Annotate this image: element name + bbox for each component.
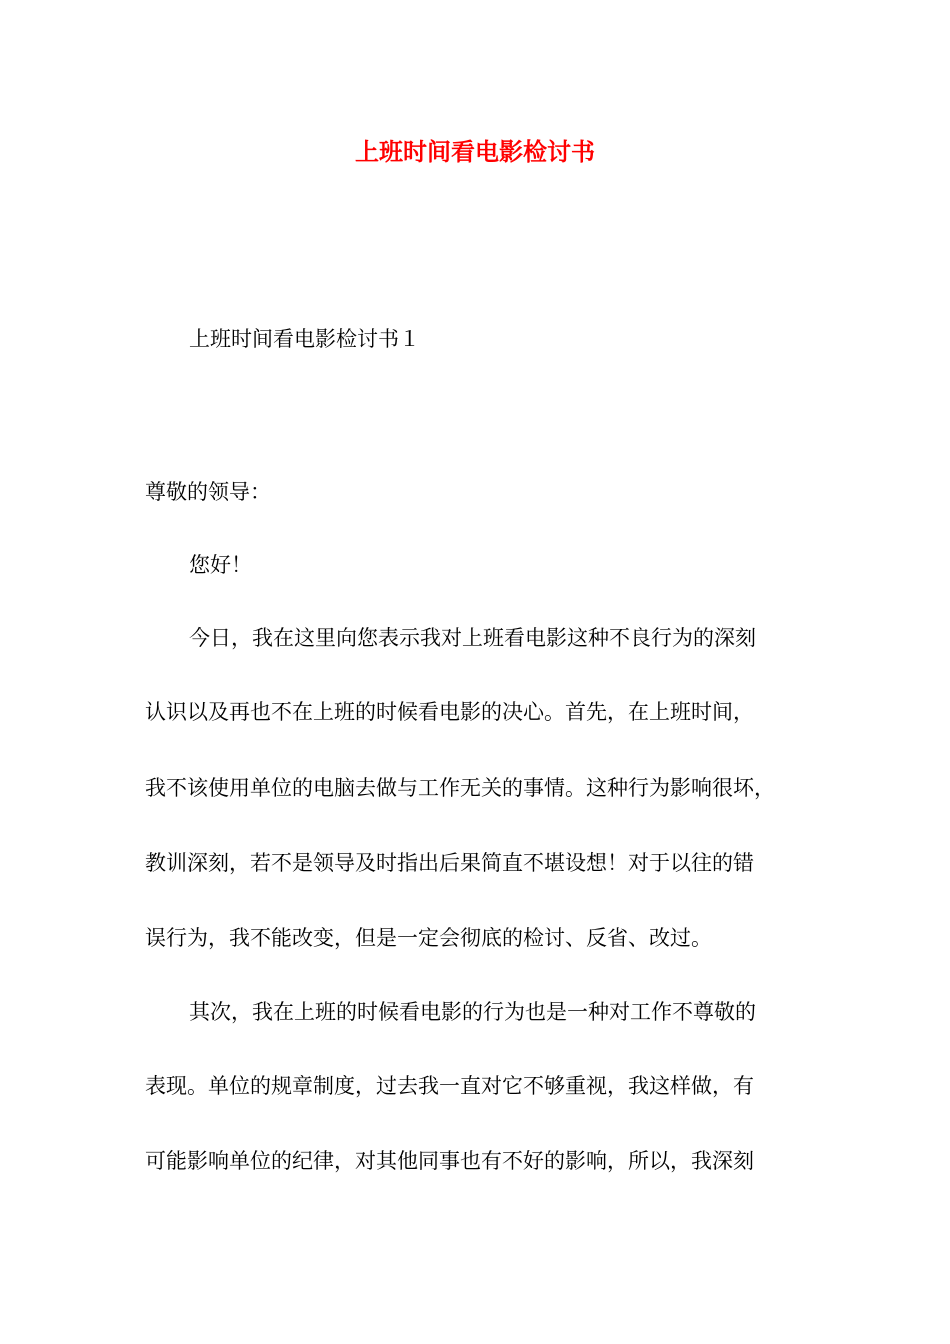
paragraph-line: 我不该使用单位的电脑去做与工作无关的事情。这种行为影响很坏， xyxy=(145,776,775,800)
paragraph-line: 误行为，我不能改变，但是一定会彻底的检讨、反省、改过。 xyxy=(145,926,712,950)
document-title: 上班时间看电影检讨书 xyxy=(355,137,595,166)
salutation: 尊敬的领导： xyxy=(145,480,271,504)
paragraph-line: 今日，我在这里向您表示我对上班看电影这种不良行为的深刻 xyxy=(189,626,756,650)
paragraph-line: 认识以及再也不在上班的时候看电影的决心。首先，在上班时间， xyxy=(145,700,754,724)
greeting: 您好！ xyxy=(189,553,252,577)
paragraph-line: 表现。单位的规章制度，过去我一直对它不够重视，我这样做，有 xyxy=(145,1074,754,1098)
paragraph-line: 教训深刻，若不是领导及时指出后果简直不堪设想！对于以往的错 xyxy=(145,851,754,875)
section-heading: 上班时间看电影检讨书１ xyxy=(189,327,420,351)
paragraph-line: 可能影响单位的纪律，对其他同事也有不好的影响，所以，我深刻 xyxy=(145,1149,754,1173)
paragraph-line: 其次，我在上班的时候看电影的行为也是一种对工作不尊敬的 xyxy=(189,1000,756,1024)
